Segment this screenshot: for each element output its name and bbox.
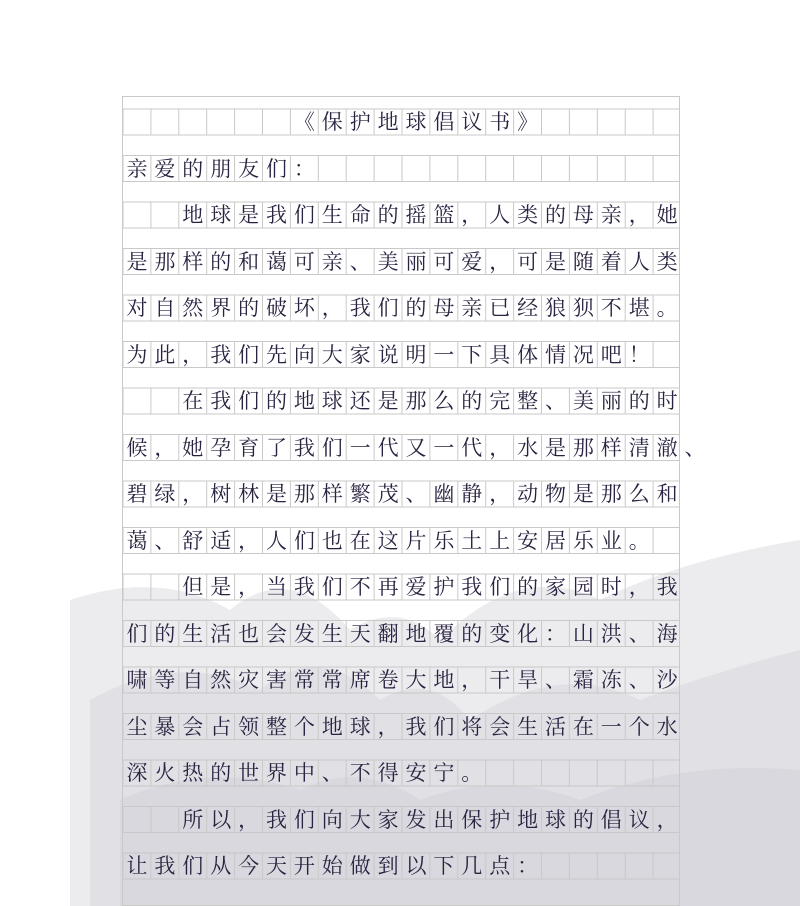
line-char: 卷 [377, 668, 399, 692]
line-char: 倡 [600, 807, 622, 832]
line-char: 、 [349, 249, 371, 274]
line-char: 护 [433, 575, 455, 599]
line-char: 乐 [433, 528, 455, 553]
line-char: 会 [182, 714, 204, 739]
line-char: 美 [377, 249, 399, 274]
line-char: 是 [545, 435, 566, 460]
line-char: ， [489, 249, 511, 274]
line-char: 代 [461, 435, 483, 460]
line-char: 的 [628, 389, 650, 413]
line-char: 育 [238, 435, 260, 460]
line-char: 整 [266, 714, 287, 739]
line-char: 啸 [126, 668, 148, 692]
line-char: 适 [210, 528, 232, 553]
line-char: 一 [600, 714, 622, 739]
line-char: 为 [126, 342, 148, 367]
line-char: 碧 [126, 482, 148, 506]
line-char: 领 [238, 714, 260, 739]
line-char: 爱 [461, 249, 483, 274]
line-char: 那 [405, 389, 427, 413]
line-char: 类 [517, 203, 539, 227]
line-char: 向 [293, 342, 315, 367]
line-char: 的 [461, 389, 483, 413]
line-char: 的 [266, 389, 287, 413]
line-char: 中 [293, 761, 315, 785]
line-char: 的 [210, 249, 232, 274]
line-char: 以 [405, 854, 427, 878]
line-char: 一 [433, 435, 455, 460]
line-char: 体 [517, 342, 539, 367]
line-char: 那 [572, 435, 594, 460]
line-char: 。 [656, 296, 678, 320]
line-char: 蔼 [126, 528, 148, 553]
line-char: ： [293, 156, 315, 181]
line-char: 地 [293, 389, 315, 413]
line-char: 我 [349, 296, 371, 320]
line-char: 林 [238, 482, 260, 506]
line-char: 护 [489, 807, 511, 832]
line-char: 沙 [656, 668, 678, 692]
line-char: 自 [154, 296, 176, 320]
line-char: ， [461, 668, 483, 692]
line-char: 时 [656, 389, 678, 413]
line-char: 所 [182, 807, 204, 832]
line-char: 界 [266, 761, 287, 785]
line-char: 开 [293, 854, 315, 878]
line-char: 们 [126, 621, 148, 646]
line-char: 安 [517, 528, 539, 553]
line-char: 将 [461, 714, 483, 739]
line-char: 样 [600, 435, 622, 460]
line-char: 时 [600, 575, 622, 599]
line-char: 我 [266, 807, 287, 832]
line-char: 是 [238, 203, 260, 227]
line-char: 们 [293, 203, 315, 227]
line-char: 大 [349, 807, 371, 832]
line-char: 已 [489, 296, 511, 320]
line-char: 但 [182, 575, 204, 599]
line-char: 不 [600, 296, 622, 320]
line-char: 爱 [405, 575, 427, 599]
line-char: 向 [321, 807, 343, 832]
line-char: 会 [266, 621, 287, 646]
line-char: 的 [238, 296, 260, 320]
line-char: ， [238, 528, 260, 553]
line-char: 在 [349, 528, 371, 553]
line-char: 地 [182, 203, 204, 227]
line-char: 保 [461, 807, 483, 832]
line-char: 在 [182, 389, 204, 413]
line-char: 害 [266, 668, 287, 692]
line-char: 我 [266, 203, 287, 227]
line-char: 发 [293, 621, 315, 646]
line-char: 的 [182, 156, 204, 181]
line-char: 地 [321, 714, 343, 739]
line-char: 暴 [154, 714, 176, 739]
line-char: 的 [572, 807, 594, 832]
line-char: 火 [154, 761, 176, 785]
line-char: 那 [293, 482, 315, 506]
line-char: ！ [628, 342, 650, 367]
line-char: 可 [517, 249, 539, 274]
line-char: 等 [154, 668, 176, 692]
line-char: 今 [238, 854, 260, 878]
line-char: ， [489, 435, 511, 460]
line-char: 的 [461, 621, 483, 646]
line-char: 家 [349, 342, 371, 367]
line-char: 自 [182, 668, 204, 692]
line-char: 对 [126, 296, 148, 320]
line-char: 做 [349, 854, 371, 878]
line-char: 以 [210, 807, 232, 832]
line-char: 和 [656, 482, 678, 506]
line-char: 友 [238, 156, 260, 181]
line-char: 蔼 [266, 249, 287, 274]
line-char: 幽 [433, 482, 455, 506]
line-char: 从 [210, 854, 232, 878]
line-char: 发 [405, 807, 427, 832]
line-char: 席 [349, 668, 371, 692]
line-char: ， [656, 807, 678, 832]
line-char: 人 [489, 203, 511, 227]
line-char: 我 [293, 435, 315, 460]
manuscript-paper [122, 96, 706, 906]
line-char: 那 [600, 482, 622, 506]
line-char: ， [628, 575, 650, 599]
line-char: 在 [572, 714, 594, 739]
line-char: ， [238, 575, 260, 599]
line-char: 亲 [461, 296, 483, 320]
line-char: 到 [377, 854, 399, 878]
line-char: 样 [321, 482, 343, 506]
line-char: 经 [517, 296, 539, 320]
line-char: 地 [433, 668, 455, 692]
line-char: 样 [182, 249, 204, 274]
line-char: 议 [628, 807, 650, 832]
line-char: 我 [210, 342, 232, 367]
line-char: 也 [321, 528, 343, 553]
line-char: 球 [210, 203, 232, 227]
line-char: 我 [210, 389, 232, 413]
title-char: 球 [405, 110, 427, 134]
line-char: ， [182, 342, 204, 367]
line-char: 当 [266, 575, 287, 599]
line-char: ， [377, 714, 399, 739]
line-char: 况 [572, 342, 594, 367]
line-char: 么 [628, 482, 650, 506]
line-char: 安 [405, 761, 427, 785]
title-char: 书 [489, 110, 511, 134]
line-char: 的 [377, 203, 399, 227]
line-char: 球 [321, 389, 343, 413]
line-char: 亲 [321, 249, 343, 274]
line-char: 是 [266, 482, 287, 506]
line-char: 人 [628, 249, 650, 274]
line-char: 命 [349, 203, 371, 227]
line-char: 、 [545, 389, 566, 413]
line-char: 母 [433, 296, 455, 320]
line-char: ： [517, 854, 539, 878]
line-char: 们 [321, 575, 343, 599]
line-char: 说 [377, 342, 399, 367]
line-char: 具 [489, 342, 511, 367]
line-char: 丽 [600, 389, 622, 413]
line-char: 生 [517, 714, 539, 739]
line-char: 始 [321, 854, 343, 878]
line-char: 也 [238, 621, 260, 646]
line-char: 园 [572, 575, 594, 599]
line-char: 们 [293, 807, 315, 832]
line-char: 们 [238, 342, 260, 367]
line-char: 土 [461, 528, 483, 553]
line-char: 地 [405, 621, 427, 646]
line-char: ， [489, 482, 511, 506]
line-char: 堪 [628, 296, 650, 320]
line-char: 常 [321, 668, 343, 692]
line-char: 干 [489, 668, 511, 692]
line-char: ， [182, 482, 204, 506]
line-char: 水 [656, 714, 678, 739]
line-char: 然 [210, 668, 232, 692]
line-char: 朋 [210, 156, 232, 181]
line-char: 水 [517, 435, 539, 460]
line-char: 篮 [433, 203, 455, 227]
line-char: 个 [293, 714, 315, 739]
line-char: 、 [628, 621, 650, 646]
line-char: 地 [517, 807, 539, 832]
line-char: 和 [238, 249, 260, 274]
line-char: 的 [517, 575, 539, 599]
line-char: 然 [182, 296, 204, 320]
line-char: ， [628, 203, 650, 227]
line-char: 亲 [126, 156, 148, 181]
line-char: 旱 [517, 668, 539, 692]
line-char: 的 [210, 761, 232, 785]
line-char: 是 [210, 575, 232, 599]
line-char: 、 [321, 761, 343, 785]
line-char: 静 [461, 482, 483, 506]
line-char: 先 [266, 342, 287, 367]
line-char: 么 [433, 389, 455, 413]
line-char: 冻 [600, 668, 622, 692]
line-char: 球 [545, 807, 566, 832]
line-char: 绿 [154, 482, 176, 506]
line-char: 们 [377, 296, 399, 320]
line-char: 丽 [405, 249, 427, 274]
line-char: 尘 [126, 714, 148, 739]
line-char: 完 [489, 389, 511, 413]
line-char: 会 [489, 714, 511, 739]
line-char: 整 [517, 389, 539, 413]
line-char: 天 [349, 621, 371, 646]
line-char: 家 [545, 575, 566, 599]
line-char: 深 [126, 761, 148, 785]
line-char: 乐 [572, 528, 594, 553]
line-char: 、 [154, 528, 176, 553]
line-char: 狼 [545, 296, 566, 320]
line-char: 清 [628, 435, 650, 460]
line-char: 的 [154, 621, 176, 646]
line-char: 了 [266, 435, 287, 460]
line-char: 孕 [210, 435, 232, 460]
line-char: 大 [405, 668, 427, 692]
title-char: 护 [349, 110, 371, 134]
line-char: 们 [266, 156, 287, 181]
line-char: 得 [377, 761, 399, 785]
line-char: 上 [489, 528, 511, 553]
title-char: 地 [377, 110, 399, 134]
line-char: 化 [517, 621, 539, 646]
line-char: 们 [321, 435, 343, 460]
line-char: 物 [545, 482, 566, 506]
line-char: 大 [321, 342, 343, 367]
line-char: 、 [684, 435, 706, 460]
line-char: 翻 [377, 621, 399, 646]
line-char: 家 [377, 807, 399, 832]
line-char: 爱 [154, 156, 176, 181]
line-char: 的 [405, 296, 427, 320]
line-char: 变 [489, 621, 511, 646]
line-char: 还 [349, 389, 371, 413]
line-char: 热 [182, 761, 204, 785]
line-char: 霜 [572, 668, 594, 692]
line-char: 是 [572, 482, 594, 506]
line-char: 她 [656, 203, 678, 227]
line-char: ， [154, 435, 176, 460]
line-char: 灾 [238, 668, 260, 692]
line-char: 动 [517, 482, 539, 506]
line-char: 不 [349, 575, 371, 599]
line-char: 。 [628, 528, 650, 553]
line-char: 随 [572, 249, 594, 274]
line-char: 不 [349, 761, 371, 785]
line-char: 情 [545, 342, 566, 367]
line-char: 澈 [656, 435, 678, 460]
line-char: 片 [405, 528, 427, 553]
line-char: 下 [433, 854, 455, 878]
title-char: 议 [461, 110, 483, 134]
line-char: 。 [461, 761, 483, 785]
line-char: 破 [266, 296, 287, 320]
line-char: 山 [572, 621, 594, 646]
line-char: 洪 [600, 621, 622, 646]
line-char: 居 [545, 528, 566, 553]
line-char: ， [461, 203, 483, 227]
line-char: 海 [656, 621, 678, 646]
line-char: ， [321, 296, 343, 320]
line-char: 美 [572, 389, 594, 413]
line-char: 界 [210, 296, 232, 320]
line-char: 我 [461, 575, 483, 599]
line-char: 那 [154, 249, 176, 274]
line-char: 点 [489, 854, 511, 878]
line-char: 繁 [349, 482, 371, 506]
line-char: 覆 [433, 621, 455, 646]
line-char: 母 [572, 203, 594, 227]
line-char: 坏 [293, 296, 315, 320]
line-char: 们 [238, 389, 260, 413]
line-char: 出 [433, 807, 455, 832]
line-char: 我 [405, 714, 427, 739]
line-char: 亲 [600, 203, 622, 227]
line-char: 常 [293, 668, 315, 692]
line-char: 球 [349, 714, 371, 739]
line-char: 她 [182, 435, 204, 460]
line-char: 们 [433, 714, 455, 739]
line-char: 此 [154, 342, 176, 367]
line-char: 再 [377, 575, 399, 599]
line-char: 让 [126, 854, 148, 878]
line-char: 舒 [182, 528, 204, 553]
line-char: 、 [628, 668, 650, 692]
line-char: 代 [377, 435, 399, 460]
line-char: 、 [545, 668, 566, 692]
line-char: 候 [126, 435, 148, 460]
line-char: 们 [489, 575, 511, 599]
line-char: 可 [433, 249, 455, 274]
line-char: 又 [405, 435, 427, 460]
line-char: 树 [210, 482, 232, 506]
title-char: 》 [517, 110, 539, 134]
line-char: 一 [349, 435, 371, 460]
line-char: 明 [405, 342, 427, 367]
line-char: 宁 [433, 761, 455, 785]
line-char: 业 [600, 528, 622, 553]
line-char: 生 [321, 621, 343, 646]
line-char: 人 [266, 528, 287, 553]
title-char: 保 [321, 110, 343, 134]
title-char: 倡 [433, 110, 455, 134]
line-char: 是 [545, 249, 566, 274]
line-char: 天 [266, 854, 287, 878]
line-char: 摇 [405, 203, 427, 227]
line-char: 活 [545, 714, 566, 739]
line-char: 下 [461, 342, 483, 367]
line-char: 我 [293, 575, 315, 599]
line-char: 的 [545, 203, 566, 227]
line-char: 活 [210, 621, 232, 646]
line-char: 着 [600, 249, 622, 274]
line-char: 生 [321, 203, 343, 227]
line-char: 我 [656, 575, 678, 599]
title-char: 《 [293, 110, 315, 134]
line-char: 我 [154, 854, 176, 878]
line-char: ， [238, 807, 260, 832]
line-char: 世 [238, 761, 260, 785]
line-char: 一 [433, 342, 455, 367]
line-char: 类 [656, 249, 678, 274]
line-char: 狈 [572, 296, 594, 320]
line-char: 、 [405, 482, 427, 506]
line-char: 几 [461, 854, 483, 878]
line-char: 占 [210, 714, 232, 739]
line-char: 可 [293, 249, 315, 274]
line-char: 吧 [600, 342, 622, 367]
line-char: 茂 [377, 482, 399, 506]
line-char: 是 [377, 389, 399, 413]
line-char: 个 [628, 714, 650, 739]
line-char: 们 [182, 854, 204, 878]
line-char: 是 [126, 249, 148, 274]
line-char: 这 [377, 528, 399, 553]
line-char: 们 [293, 528, 315, 553]
line-char: ： [545, 621, 566, 646]
line-char: 生 [182, 621, 204, 646]
